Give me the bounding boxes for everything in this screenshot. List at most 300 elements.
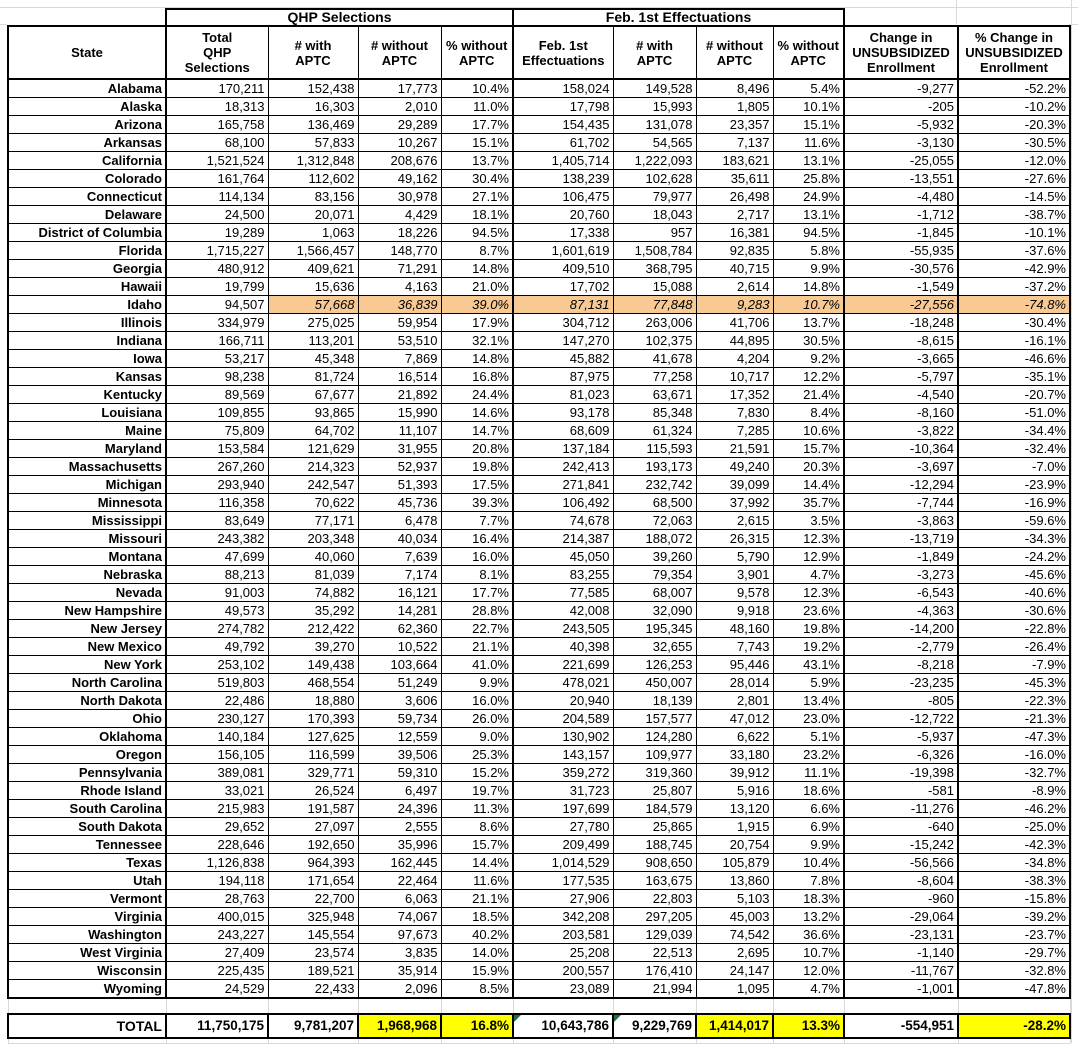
table-row — [8, 602, 1070, 620]
total-value-cell: 9,781,207 — [268, 1014, 358, 1038]
table-row — [8, 674, 1070, 692]
value-cell: 23.0% — [773, 710, 844, 728]
value-cell: 400,015 — [166, 908, 268, 926]
value-cell: 22,700 — [268, 890, 358, 908]
value-cell: 191,587 — [268, 800, 358, 818]
value-cell: 21,994 — [613, 980, 696, 999]
value-cell: 162,445 — [358, 854, 441, 872]
value-cell: 72,063 — [613, 512, 696, 530]
value-cell: -39.2% — [958, 908, 1070, 926]
value-cell: -10.2% — [958, 98, 1070, 116]
state-cell: New Jersey — [8, 620, 166, 638]
value-cell: 13,860 — [696, 872, 773, 890]
value-cell: 18,313 — [166, 98, 268, 116]
value-cell: 2,801 — [696, 692, 773, 710]
value-cell: -15.8% — [958, 890, 1070, 908]
value-cell: 130,902 — [513, 728, 613, 746]
value-cell: 18,880 — [268, 692, 358, 710]
value-cell: 152,438 — [268, 79, 358, 98]
value-cell: -47.8% — [958, 980, 1070, 999]
value-cell: 27,906 — [513, 890, 613, 908]
value-cell: -26.4% — [958, 638, 1070, 656]
value-cell: 35,996 — [358, 836, 441, 854]
error-flag-icon — [514, 1015, 521, 1022]
value-cell: 21.1% — [441, 890, 513, 908]
value-cell: 17.9% — [441, 314, 513, 332]
value-cell: 1,126,838 — [166, 854, 268, 872]
value-cell: 116,358 — [166, 494, 268, 512]
value-cell: 26.0% — [441, 710, 513, 728]
table-row — [8, 656, 1070, 674]
value-cell: 7,174 — [358, 566, 441, 584]
value-cell: 6,063 — [358, 890, 441, 908]
table-row — [8, 494, 1070, 512]
value-cell: 97,673 — [358, 926, 441, 944]
state-cell: Kentucky — [8, 386, 166, 404]
value-cell: 39.0% — [441, 296, 513, 314]
value-cell: 74,882 — [268, 584, 358, 602]
spacer-cell — [958, 998, 1070, 1014]
value-cell: 9.0% — [441, 728, 513, 746]
value-cell: 1,405,714 — [513, 152, 613, 170]
state-cell: Oklahoma — [8, 728, 166, 746]
value-cell: 40,060 — [268, 548, 358, 566]
value-cell: -1,140 — [844, 944, 958, 962]
value-cell: -9,277 — [844, 79, 958, 98]
total-value-cell: 11,750,175 — [166, 1014, 268, 1038]
gridline-cell — [613, 1038, 696, 1043]
value-cell: 68,007 — [613, 584, 696, 602]
value-cell: 20,940 — [513, 692, 613, 710]
value-cell: 14.6% — [441, 404, 513, 422]
state-cell: Missouri — [8, 530, 166, 548]
value-cell: -20.7% — [958, 386, 1070, 404]
value-cell: 22,803 — [613, 890, 696, 908]
value-cell: 22,486 — [166, 692, 268, 710]
value-cell: 149,438 — [268, 656, 358, 674]
value-cell: 18,226 — [358, 224, 441, 242]
value-cell: 74,678 — [513, 512, 613, 530]
table-row — [8, 548, 1070, 566]
value-cell: 47,699 — [166, 548, 268, 566]
value-cell: -22.8% — [958, 620, 1070, 638]
value-cell: 9,578 — [696, 584, 773, 602]
total-label: TOTAL — [8, 1014, 166, 1038]
value-cell: 6,478 — [358, 512, 441, 530]
value-cell: 170,211 — [166, 79, 268, 98]
value-cell: 129,039 — [613, 926, 696, 944]
value-cell: 20.3% — [773, 458, 844, 476]
value-cell: 138,239 — [513, 170, 613, 188]
value-cell: 32,655 — [613, 638, 696, 656]
value-cell: 203,581 — [513, 926, 613, 944]
state-cell: Louisiana — [8, 404, 166, 422]
state-cell: South Carolina — [8, 800, 166, 818]
value-cell: 40.2% — [441, 926, 513, 944]
value-cell: 293,940 — [166, 476, 268, 494]
value-cell: 19,289 — [166, 224, 268, 242]
value-cell: 271,841 — [513, 476, 613, 494]
value-cell: 5,916 — [696, 782, 773, 800]
value-cell: 200,557 — [513, 962, 613, 980]
value-cell: 29,289 — [358, 116, 441, 134]
state-cell: Rhode Island — [8, 782, 166, 800]
value-cell: 17,702 — [513, 278, 613, 296]
value-cell: 17,352 — [696, 386, 773, 404]
value-cell: 242,547 — [268, 476, 358, 494]
value-cell: 8,496 — [696, 79, 773, 98]
state-cell: Idaho — [8, 296, 166, 314]
value-cell: 59,734 — [358, 710, 441, 728]
value-cell: 368,795 — [613, 260, 696, 278]
value-cell: 8.6% — [441, 818, 513, 836]
value-cell: 228,646 — [166, 836, 268, 854]
value-cell: 17,338 — [513, 224, 613, 242]
value-cell: 14.0% — [441, 944, 513, 962]
value-cell: 45,050 — [513, 548, 613, 566]
value-cell: 2,555 — [358, 818, 441, 836]
value-cell: 243,382 — [166, 530, 268, 548]
value-cell: 40,398 — [513, 638, 613, 656]
value-cell: 93,865 — [268, 404, 358, 422]
value-cell: 11.6% — [773, 134, 844, 152]
value-cell: 334,979 — [166, 314, 268, 332]
value-cell: 15,088 — [613, 278, 696, 296]
table-row — [8, 692, 1070, 710]
value-cell: 409,510 — [513, 260, 613, 278]
state-cell: South Dakota — [8, 818, 166, 836]
value-cell: 10.7% — [773, 944, 844, 962]
value-cell: 5.1% — [773, 728, 844, 746]
table-row — [8, 944, 1070, 962]
state-cell: California — [8, 152, 166, 170]
value-cell: 4.7% — [773, 566, 844, 584]
value-cell: 1,715,227 — [166, 242, 268, 260]
column-header: # with APTC — [268, 26, 358, 79]
value-cell: -46.6% — [958, 350, 1070, 368]
value-cell: 10,717 — [696, 368, 773, 386]
state-cell: Arkansas — [8, 134, 166, 152]
total-value-cell: 13.3% — [773, 1014, 844, 1038]
gridline-cell — [358, 1038, 441, 1043]
value-cell: 25.8% — [773, 170, 844, 188]
value-cell: -581 — [844, 782, 958, 800]
value-cell: 124,280 — [613, 728, 696, 746]
value-cell: 62,360 — [358, 620, 441, 638]
state-cell: Ohio — [8, 710, 166, 728]
value-cell: 14.8% — [441, 260, 513, 278]
value-cell: 57,833 — [268, 134, 358, 152]
spacer-cell — [358, 998, 441, 1014]
value-cell: 77,848 — [613, 296, 696, 314]
value-cell: 14.7% — [441, 422, 513, 440]
value-cell: 44,895 — [696, 332, 773, 350]
value-cell: 41,706 — [696, 314, 773, 332]
value-cell: 304,712 — [513, 314, 613, 332]
value-cell: -18,248 — [844, 314, 958, 332]
value-cell: 2,010 — [358, 98, 441, 116]
value-cell: 243,227 — [166, 926, 268, 944]
value-cell: 37,992 — [696, 494, 773, 512]
value-cell: 243,505 — [513, 620, 613, 638]
value-cell: 18.3% — [773, 890, 844, 908]
value-cell: 4,204 — [696, 350, 773, 368]
value-cell: 16,381 — [696, 224, 773, 242]
value-cell: 30.5% — [773, 332, 844, 350]
value-cell: 49,573 — [166, 602, 268, 620]
value-cell: 24,147 — [696, 962, 773, 980]
value-cell: -22.3% — [958, 692, 1070, 710]
spacer-cell — [268, 998, 358, 1014]
table-body — [8, 79, 1070, 1043]
value-cell: 140,184 — [166, 728, 268, 746]
value-cell: 12.3% — [773, 530, 844, 548]
value-cell: 2,717 — [696, 206, 773, 224]
value-cell: 188,072 — [613, 530, 696, 548]
total-value-cell: 16.8% — [441, 1014, 513, 1038]
value-cell: -8,604 — [844, 872, 958, 890]
value-cell: 9,918 — [696, 602, 773, 620]
value-cell: 59,310 — [358, 764, 441, 782]
value-cell: 156,105 — [166, 746, 268, 764]
value-cell: 39,099 — [696, 476, 773, 494]
value-cell: 1,805 — [696, 98, 773, 116]
value-cell: 39.3% — [441, 494, 513, 512]
value-cell: 15,993 — [613, 98, 696, 116]
value-cell: 24,500 — [166, 206, 268, 224]
empty-corner-cell — [844, 9, 1070, 26]
value-cell: -7.0% — [958, 458, 1070, 476]
value-cell: -55,935 — [844, 242, 958, 260]
error-flag-icon — [614, 1015, 621, 1022]
table-row — [8, 170, 1070, 188]
spacer-cell — [441, 998, 513, 1014]
state-cell: Illinois — [8, 314, 166, 332]
value-cell: -640 — [844, 818, 958, 836]
value-cell: 32,090 — [613, 602, 696, 620]
value-cell: 16.0% — [441, 548, 513, 566]
value-cell: -32.8% — [958, 962, 1070, 980]
value-cell: 74,067 — [358, 908, 441, 926]
value-cell: 1,063 — [268, 224, 358, 242]
value-cell: 12,559 — [358, 728, 441, 746]
state-cell: Wyoming — [8, 980, 166, 999]
qhp-selections-group-header: QHP Selections — [166, 9, 513, 26]
value-cell: -1,712 — [844, 206, 958, 224]
table-row — [8, 620, 1070, 638]
value-cell: 232,742 — [613, 476, 696, 494]
value-cell: 15.9% — [441, 962, 513, 980]
value-cell: 27,097 — [268, 818, 358, 836]
gridline-cell — [696, 1038, 773, 1043]
value-cell: 22.7% — [441, 620, 513, 638]
value-cell: 166,711 — [166, 332, 268, 350]
gridline-cell — [773, 1038, 844, 1043]
value-cell: 4,163 — [358, 278, 441, 296]
value-cell: 39,270 — [268, 638, 358, 656]
value-cell: 225,435 — [166, 962, 268, 980]
spacer-cell — [773, 998, 844, 1014]
value-cell: 359,272 — [513, 764, 613, 782]
value-cell: 195,345 — [613, 620, 696, 638]
value-cell: 20.8% — [441, 440, 513, 458]
gridline-cell — [166, 1038, 268, 1043]
state-cell: Pennsylvania — [8, 764, 166, 782]
state-cell: Colorado — [8, 170, 166, 188]
value-cell: 13.7% — [773, 314, 844, 332]
value-cell: -3,822 — [844, 422, 958, 440]
value-cell: 478,021 — [513, 674, 613, 692]
value-cell: -6,326 — [844, 746, 958, 764]
value-cell: -37.2% — [958, 278, 1070, 296]
value-cell: 11,107 — [358, 422, 441, 440]
value-cell: 77,585 — [513, 584, 613, 602]
value-cell: -14,200 — [844, 620, 958, 638]
value-cell: -42.9% — [958, 260, 1070, 278]
value-cell: 36,839 — [358, 296, 441, 314]
value-cell: 70,622 — [268, 494, 358, 512]
value-cell: 31,955 — [358, 440, 441, 458]
value-cell: 275,025 — [268, 314, 358, 332]
column-header: Feb. 1st Effectuations — [513, 26, 613, 79]
value-cell: 214,323 — [268, 458, 358, 476]
value-cell: 53,217 — [166, 350, 268, 368]
value-cell: 1,566,457 — [268, 242, 358, 260]
total-value-cell: 1,414,017 — [696, 1014, 773, 1038]
value-cell: 52,937 — [358, 458, 441, 476]
value-cell: 14.8% — [773, 278, 844, 296]
value-cell: 15.1% — [441, 134, 513, 152]
value-cell: 3,901 — [696, 566, 773, 584]
column-header: State — [8, 26, 166, 79]
state-cell: Oregon — [8, 746, 166, 764]
value-cell: -8,160 — [844, 404, 958, 422]
margin-gridline-right — [1071, 0, 1072, 1043]
group-header-row — [8, 9, 1070, 26]
value-cell: 87,131 — [513, 296, 613, 314]
total-value-cell: 10,643,786 — [513, 1014, 613, 1038]
value-cell: 25,208 — [513, 944, 613, 962]
value-cell: 19,799 — [166, 278, 268, 296]
value-cell: 3,835 — [358, 944, 441, 962]
value-cell: 27,780 — [513, 818, 613, 836]
value-cell: 45,003 — [696, 908, 773, 926]
value-cell: 23.2% — [773, 746, 844, 764]
value-cell: 342,208 — [513, 908, 613, 926]
value-cell: 45,882 — [513, 350, 613, 368]
value-cell: -42.3% — [958, 836, 1070, 854]
value-cell: -4,480 — [844, 188, 958, 206]
value-cell: -12.0% — [958, 152, 1070, 170]
value-cell: 16.0% — [441, 692, 513, 710]
value-cell: 189,521 — [268, 962, 358, 980]
state-cell: Tennessee — [8, 836, 166, 854]
value-cell: -29.7% — [958, 944, 1070, 962]
value-cell: 68,609 — [513, 422, 613, 440]
table-row — [8, 962, 1070, 980]
value-cell: -34.3% — [958, 530, 1070, 548]
value-cell: 14.4% — [773, 476, 844, 494]
value-cell: 9.9% — [773, 260, 844, 278]
value-cell: -11,767 — [844, 962, 958, 980]
value-cell: 409,621 — [268, 260, 358, 278]
value-cell: 21,892 — [358, 386, 441, 404]
value-cell: 19.8% — [773, 620, 844, 638]
value-cell: 11.6% — [441, 872, 513, 890]
value-cell: 7,830 — [696, 404, 773, 422]
value-cell: 221,699 — [513, 656, 613, 674]
value-cell: 145,554 — [268, 926, 358, 944]
value-cell: 32.1% — [441, 332, 513, 350]
value-cell: 81,724 — [268, 368, 358, 386]
table-row — [8, 764, 1070, 782]
value-cell: 519,803 — [166, 674, 268, 692]
value-cell: -3,273 — [844, 566, 958, 584]
value-cell: 94.5% — [773, 224, 844, 242]
value-cell: 143,157 — [513, 746, 613, 764]
column-header: % without APTC — [441, 26, 513, 79]
state-cell: West Virginia — [8, 944, 166, 962]
value-cell: 1,601,619 — [513, 242, 613, 260]
value-cell: -23.7% — [958, 926, 1070, 944]
state-cell: Montana — [8, 548, 166, 566]
total-value-cell: 1,968,968 — [358, 1014, 441, 1038]
state-cell: Michigan — [8, 476, 166, 494]
table-row — [8, 728, 1070, 746]
value-cell: 41.0% — [441, 656, 513, 674]
value-cell: -32.7% — [958, 764, 1070, 782]
value-cell: -23,131 — [844, 926, 958, 944]
value-cell: -51.0% — [958, 404, 1070, 422]
value-cell: 16,121 — [358, 584, 441, 602]
value-cell: 39,912 — [696, 764, 773, 782]
value-cell: -960 — [844, 890, 958, 908]
table-row — [8, 584, 1070, 602]
value-cell: 15.2% — [441, 764, 513, 782]
state-cell: Minnesota — [8, 494, 166, 512]
state-cell: Hawaii — [8, 278, 166, 296]
state-cell: North Dakota — [8, 692, 166, 710]
table-row — [8, 386, 1070, 404]
value-cell: 184,579 — [613, 800, 696, 818]
value-cell: 45,348 — [268, 350, 358, 368]
state-cell: Maine — [8, 422, 166, 440]
value-cell: 13.4% — [773, 692, 844, 710]
state-cell: North Carolina — [8, 674, 166, 692]
table-row — [8, 79, 1070, 98]
total-row — [8, 1014, 1070, 1038]
table-row — [8, 440, 1070, 458]
table-row — [8, 836, 1070, 854]
value-cell: 77,171 — [268, 512, 358, 530]
value-cell: 16,514 — [358, 368, 441, 386]
value-cell: 81,039 — [268, 566, 358, 584]
value-cell: 2,614 — [696, 278, 773, 296]
spacer-cell — [613, 998, 696, 1014]
value-cell: 29,652 — [166, 818, 268, 836]
table-row — [8, 98, 1070, 116]
value-cell: -27,556 — [844, 296, 958, 314]
value-cell: 89,569 — [166, 386, 268, 404]
value-cell: 63,671 — [613, 386, 696, 404]
value-cell: -35.1% — [958, 368, 1070, 386]
table-row — [8, 476, 1070, 494]
value-cell: 33,180 — [696, 746, 773, 764]
table-row — [8, 116, 1070, 134]
value-cell: 19.8% — [441, 458, 513, 476]
value-cell: 7,137 — [696, 134, 773, 152]
state-cell: Alaska — [8, 98, 166, 116]
